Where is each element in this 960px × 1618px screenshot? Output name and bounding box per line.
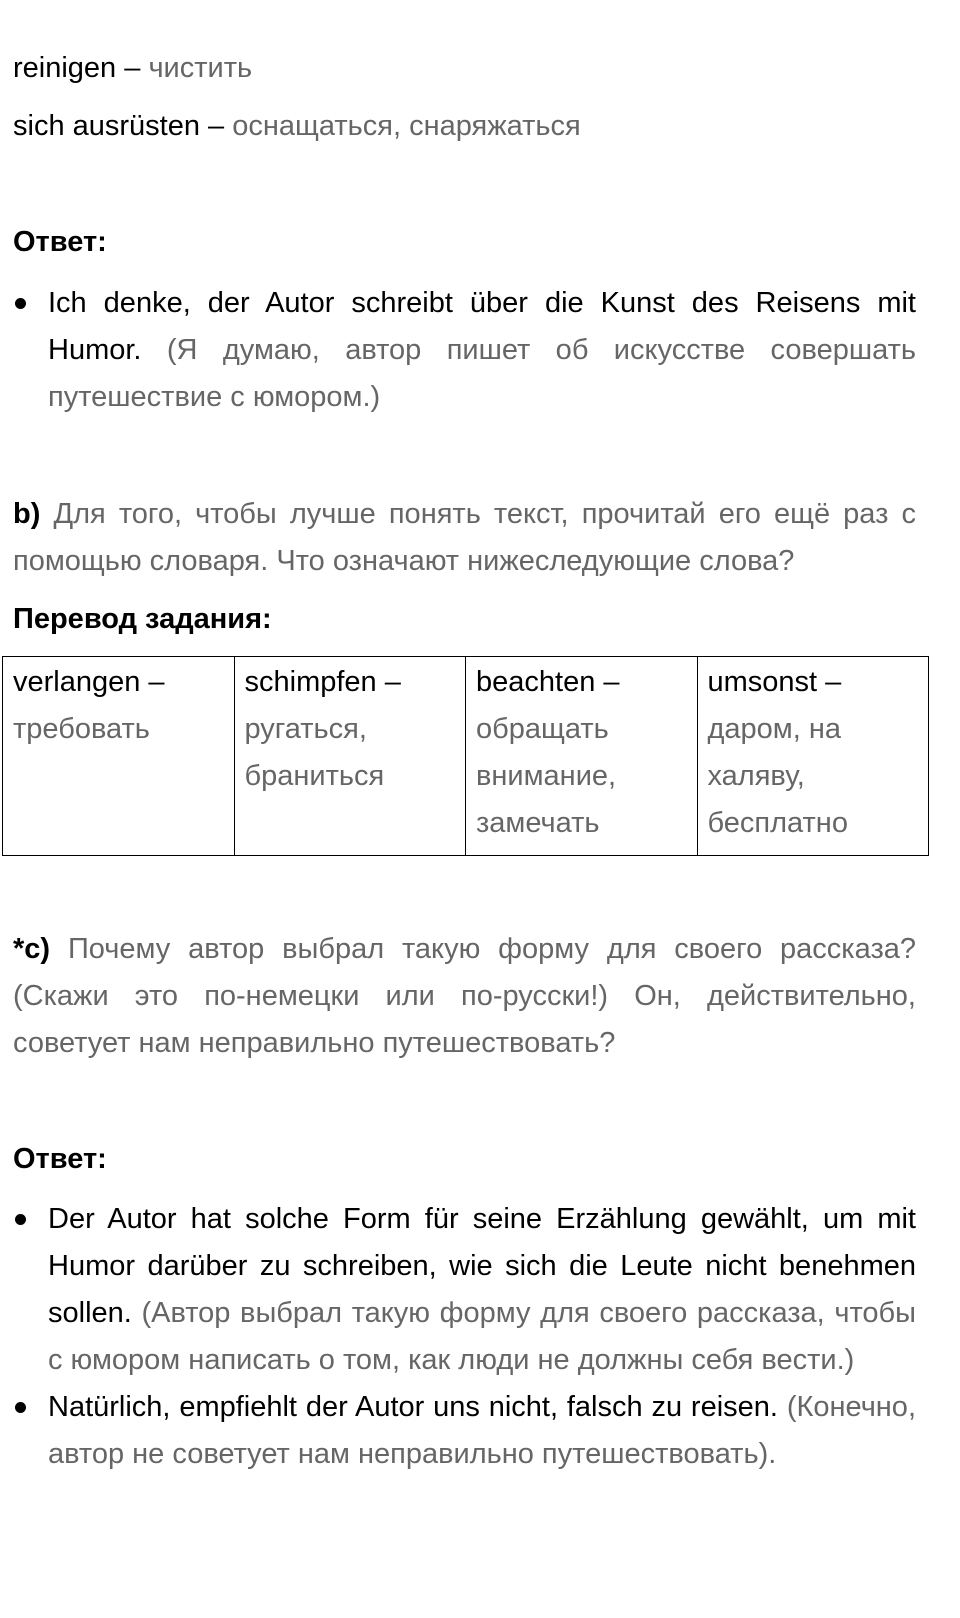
vocab-line-ausruesten (13, 103, 581, 150)
answer-heading-2: Ответ: (13, 1143, 107, 1175)
vocab-word: sich ausrüsten – (13, 110, 225, 142)
vocab-word: umsonst – (707, 666, 842, 698)
list-item (13, 1196, 916, 1384)
vocab-word: reinigen – (13, 52, 141, 84)
vocab-word: verlangen – (13, 666, 165, 698)
vocab-line-reinigen (13, 45, 252, 92)
vocab-cell (466, 657, 698, 856)
vocab-word: schimpfen – (244, 666, 401, 698)
vocab-translation: обращать внимание, замечать (476, 713, 617, 839)
vocab-cell (697, 657, 929, 856)
task-c-label: *c) (13, 933, 51, 965)
answer-heading-1: Ответ: (13, 226, 107, 258)
table-row (3, 657, 929, 856)
task-c-text: Почему автор выбрал такую форму для своего рассказа? (Скажи это по-немецки или по-русски!) Он, действительно, советует нам неправильно путешествовать? (13, 933, 916, 1059)
vocab-cell (3, 657, 235, 856)
vocab-cell (234, 657, 466, 856)
answer-german: Natürlich, empfiehlt der Autor uns nicht, falsch zu reisen. (48, 1391, 778, 1423)
vocab-translation: требовать (13, 713, 150, 745)
bullet-icon (15, 1402, 26, 1413)
vocab-translation: ругаться, браниться (244, 713, 385, 792)
vocab-table (2, 656, 929, 856)
vocab-translation: оснащаться, снаряжаться (232, 110, 581, 142)
answer-list-2 (13, 1196, 916, 1478)
answer-german: Der Autor hat solche Form für seine Erzählung gewählt, um mit Humor darüber zu schreiben, wie sich die Leute nicht benehmen sollen. (48, 1203, 916, 1329)
task-b-text: Для того, чтобы лучше понять текст, прочитай его ещё раз с помощью словаря. Что означают нижеследующие слова? (13, 498, 916, 577)
task-b-label: b) (13, 498, 41, 530)
bullet-icon (15, 1214, 26, 1225)
answer-list-1 (13, 280, 916, 421)
vocab-word: beachten – (476, 666, 620, 698)
translation-heading: Перевод задания: (13, 603, 272, 635)
bullet-icon (15, 298, 26, 309)
vocab-translation: чистить (148, 52, 253, 84)
answer-russian: (Автор выбрал такую форму для своего рассказа, чтобы с юмором написать о том, как люди не должны себя вести.) (48, 1297, 916, 1376)
answer-russian: (Я думаю, автор пишет об искусстве совершать путешествие с юмором.) (48, 334, 916, 413)
answer-german: Ich denke, der Autor schreibt über die Kunst des Reisens mit Humor. (48, 287, 916, 366)
task-b (13, 491, 916, 585)
list-item (13, 1384, 916, 1478)
answer-russian: (Конечно, автор не советует нам неправильно путешествовать). (48, 1391, 916, 1470)
vocab-translation: даром, на халяву, бесплатно (707, 713, 848, 839)
task-c (13, 926, 916, 1067)
list-item (13, 280, 916, 421)
